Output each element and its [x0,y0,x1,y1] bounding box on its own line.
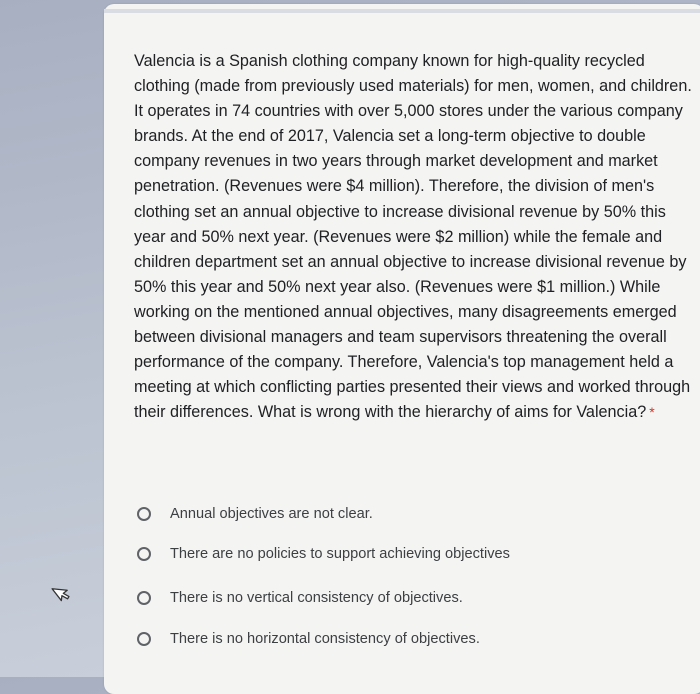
radio-button[interactable] [137,507,151,521]
radio-button[interactable] [137,632,151,646]
option-label: There are no policies to support achieving objectives [170,546,510,562]
option-label: There is no vertical consistency of objectives. [170,590,463,606]
mouse-pointer-icon [49,583,71,605]
question-text [134,49,692,425]
question-body: Valencia is a Spanish clothing company known for high-quality recycled clothing (made from previously used materials) for men, women, and children. It operates in 74 countries with over 5,000 stores under the various company brands. At the end of 2017, Valencia set a long-term objective to double company revenues in two years through market development and market penetration. (Revenues were $4 million). Therefore, the division of men's clothing set an annual objective to increase divisional revenue by 50% this year and 50% next year. (Revenues were $2 million) while the female and children department set an annual objective to increase divisional revenue by 50% this year and 50% next year also. (Revenues were $1 million.) While working on the mentioned annual objectives, many disagreements emerged between divisional managers and team supervisors threatening the overall performance of the company. Therefore, Valencia's top management held a meeting at which conflicting parties presented their views and worked through their differences. What is wrong with the hierarchy of aims for Valencia? [134,52,692,422]
card-top-divider [104,9,700,13]
radio-button[interactable] [137,547,151,561]
option-no-vertical-consistency[interactable] [137,584,463,612]
option-label: There is no horizontal consistency of objectives. [170,631,480,647]
option-no-horizontal-consistency[interactable] [137,625,480,653]
option-label: Annual objectives are not clear. [170,506,373,522]
required-asterisk: * [649,404,655,421]
radio-button[interactable] [137,591,151,605]
option-annual-objectives-not-clear[interactable] [137,500,373,528]
option-no-policies[interactable] [137,540,510,568]
